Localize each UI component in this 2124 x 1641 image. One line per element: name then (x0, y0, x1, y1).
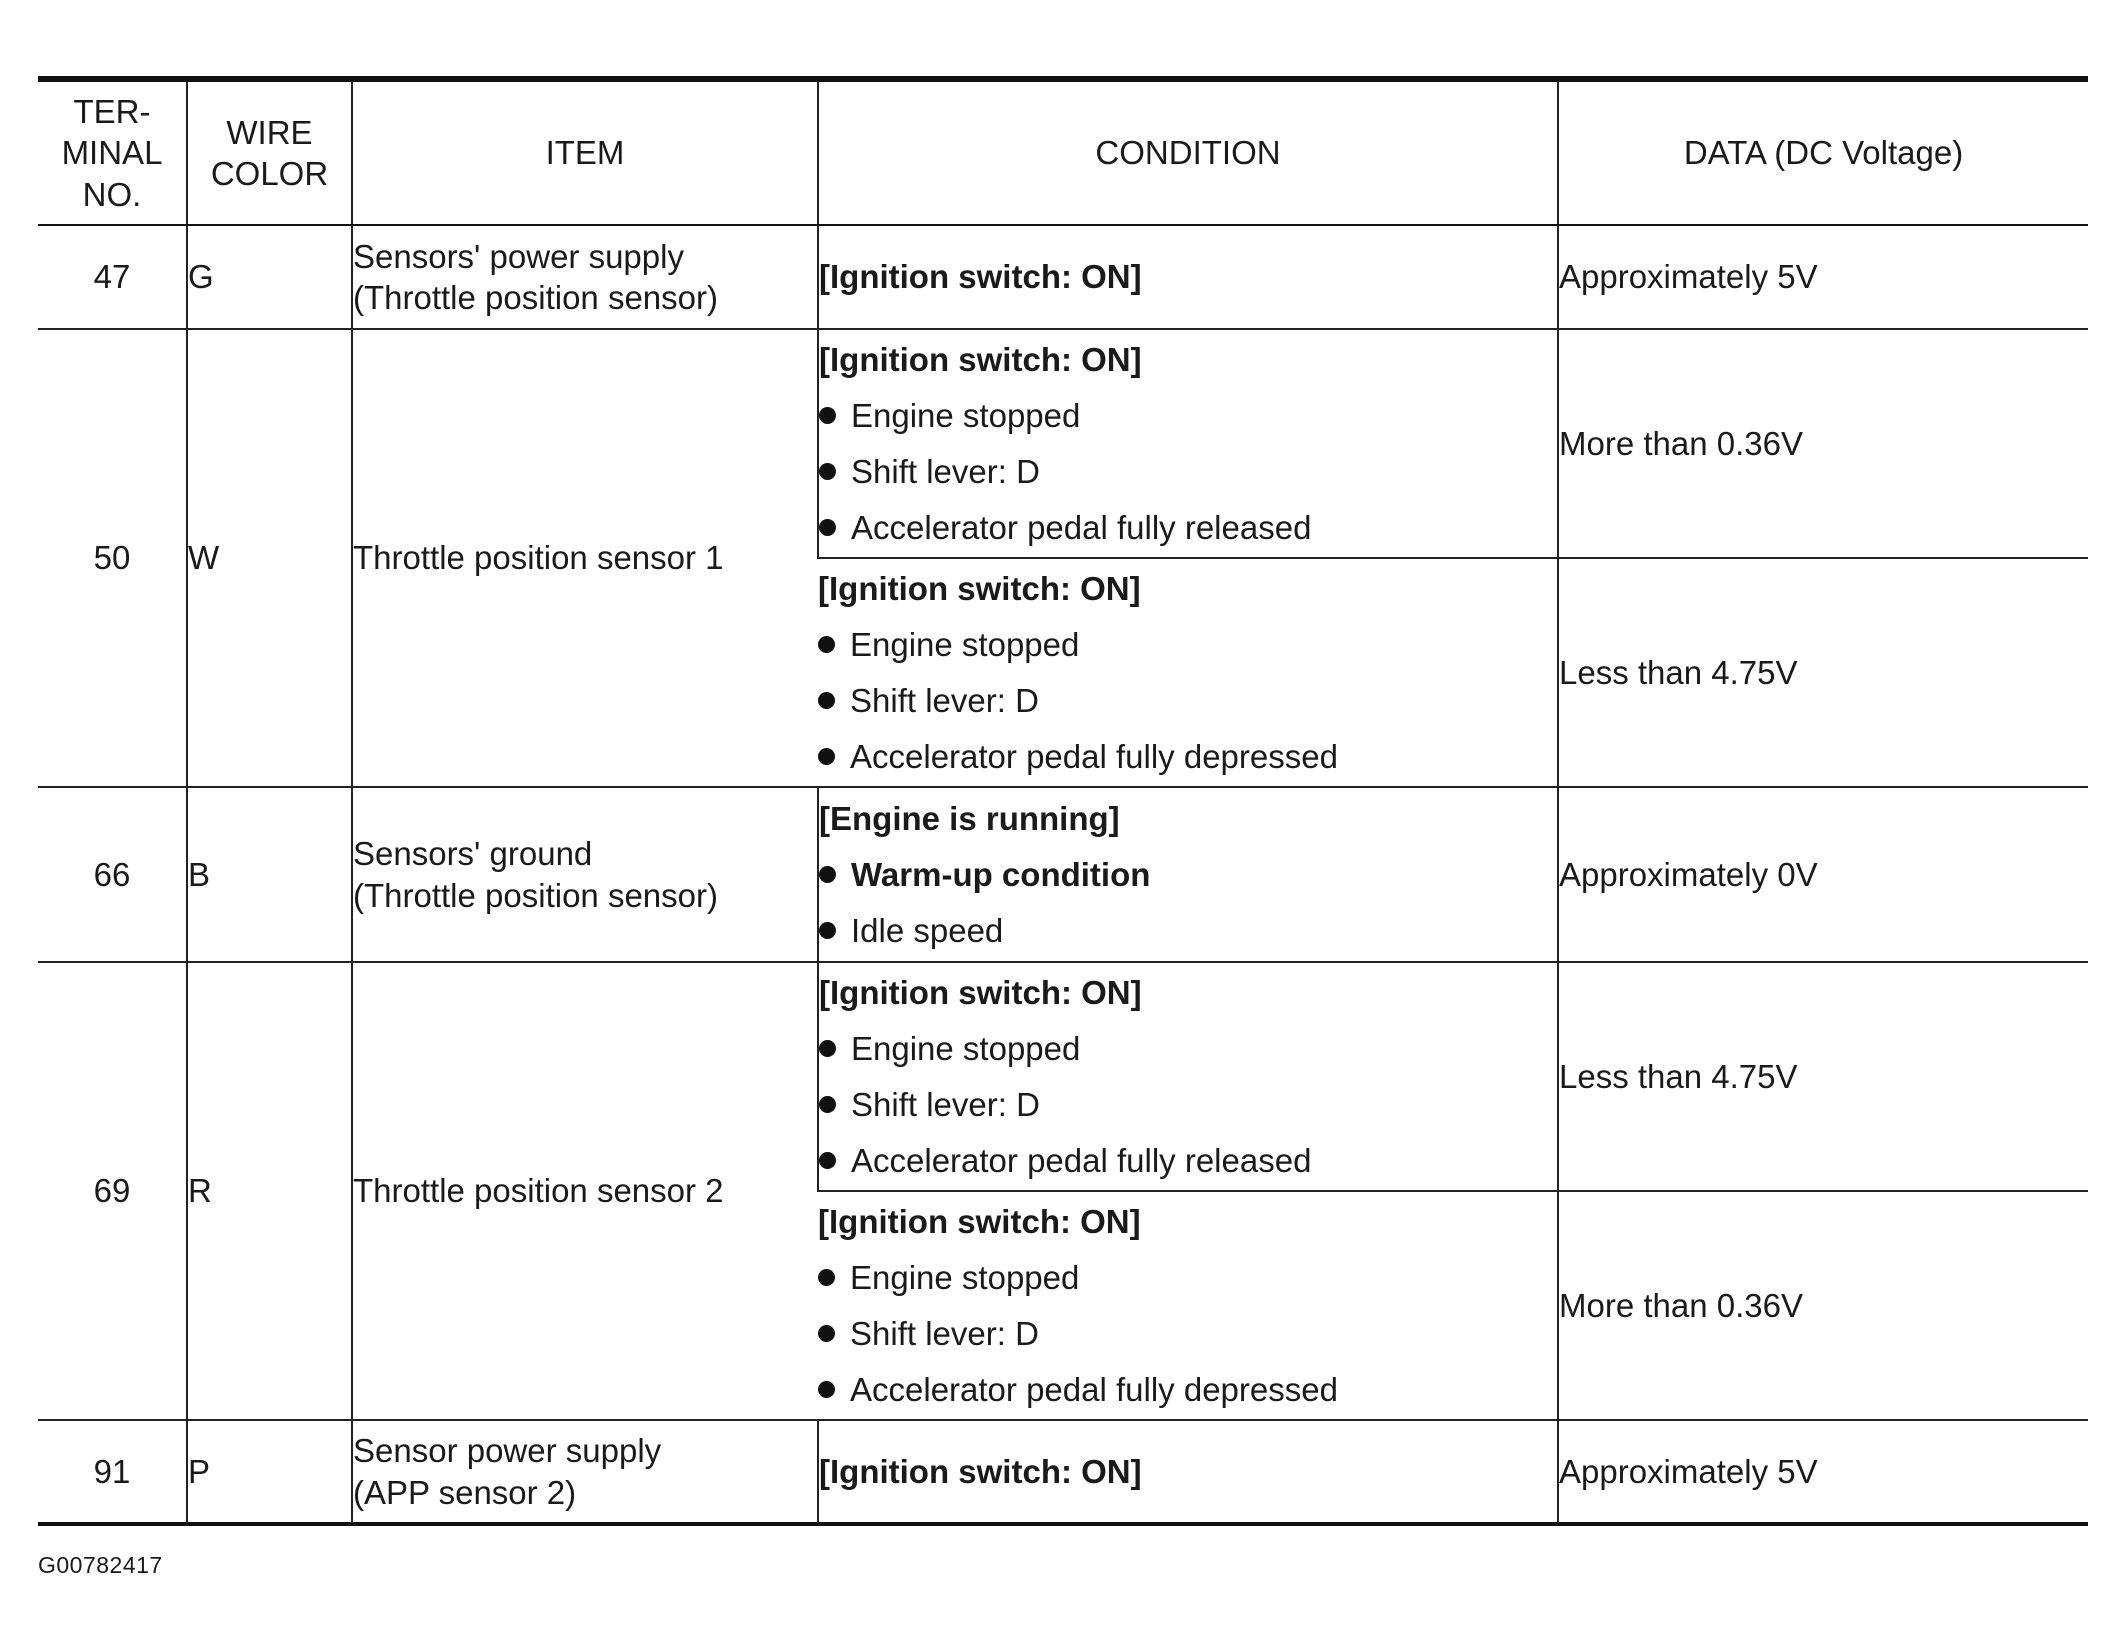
document-id: G00782417 (38, 1552, 163, 1578)
bullet-dot-icon (819, 1040, 836, 1057)
condition-bullet: Accelerator pedal fully released (819, 1133, 1557, 1189)
condition-bullet: Shift lever: D (819, 1077, 1557, 1133)
header-data: DATA (DC Voltage) (1558, 79, 2088, 225)
condition-heading: [Ignition switch: ON] (818, 1202, 1141, 1240)
condition-bullet: Accelerator pedal fully depressed (818, 729, 1557, 785)
condition-heading: [Ignition switch: ON] (818, 569, 1141, 607)
condition-bullet: Accelerator pedal fully depressed (818, 1362, 1557, 1418)
condition-bullet: Shift lever: D (818, 1306, 1557, 1362)
condition-heading: [Ignition switch: ON] (819, 1452, 1142, 1490)
wire-color: R (187, 962, 352, 1420)
bullet-dot-icon (819, 922, 836, 939)
terminal-number: 91 (38, 1420, 187, 1524)
header-condition: CONDITION (818, 79, 1558, 225)
bullet-dot-icon (819, 519, 836, 536)
wire-color: W (187, 329, 352, 787)
condition-bullet: Shift lever: D (819, 444, 1557, 500)
header-wire-color: WIRE COLOR (187, 79, 352, 225)
wire-color: G (187, 225, 352, 329)
terminal-number: 69 (38, 962, 187, 1420)
condition-cell (818, 558, 1558, 787)
terminal-number: 66 (38, 787, 187, 962)
bullet-dot-icon (819, 463, 836, 480)
table-row (38, 1420, 2088, 1524)
item-description: Sensors' power supply (Throttle position sensor) (352, 225, 818, 329)
condition-cell (818, 225, 1558, 329)
condition-bullet: Warm-up condition (819, 847, 1557, 903)
terminal-data-sheet (38, 76, 2088, 1526)
voltage-data: Approximately 5V (1558, 225, 2088, 329)
voltage-data: More than 0.36V (1558, 1191, 2088, 1420)
item-description: Sensors' ground (Throttle position sensor) (352, 787, 818, 962)
condition-heading: [Ignition switch: ON] (819, 973, 1142, 1011)
condition-cell (818, 962, 1558, 1191)
bullet-dot-icon (818, 1381, 835, 1398)
condition-cell (818, 329, 1558, 558)
condition-bullet: Idle speed (819, 903, 1557, 959)
wire-color: P (187, 1420, 352, 1524)
condition-cell (818, 1420, 1558, 1524)
bullet-dot-icon (818, 1269, 835, 1286)
condition-bullet: Accelerator pedal fully released (819, 500, 1557, 556)
bullet-dot-icon (818, 748, 835, 765)
condition-bullet: Engine stopped (818, 617, 1557, 673)
bullet-dot-icon (818, 692, 835, 709)
condition-bullet: Engine stopped (819, 1021, 1557, 1077)
terminal-data-table (38, 76, 2088, 1526)
table-row (38, 225, 2088, 329)
condition-bullet: Engine stopped (819, 388, 1557, 444)
voltage-data: Less than 4.75V (1558, 558, 2088, 787)
table-row (38, 329, 2088, 558)
item-description: Throttle position sensor 2 (352, 962, 818, 1420)
bullet-dot-icon (818, 1325, 835, 1342)
condition-heading: [Ignition switch: ON] (819, 258, 1142, 295)
header-item: ITEM (352, 79, 818, 225)
table-row (38, 962, 2088, 1191)
condition-bullet: Shift lever: D (818, 673, 1557, 729)
item-description: Sensor power supply (APP sensor 2) (352, 1420, 818, 1524)
header-terminal-no: TER- MINAL NO. (38, 79, 187, 225)
condition-cell (818, 787, 1558, 962)
bullet-dot-icon (819, 1152, 836, 1169)
terminal-number: 50 (38, 329, 187, 787)
wire-color: B (187, 787, 352, 962)
terminal-number: 47 (38, 225, 187, 329)
bullet-dot-icon (819, 866, 836, 883)
condition-cell (818, 1191, 1558, 1420)
voltage-data: Less than 4.75V (1558, 962, 2088, 1191)
table-header-row (38, 79, 2088, 225)
item-description: Throttle position sensor 1 (352, 329, 818, 787)
bullet-dot-icon (818, 636, 835, 653)
table-row (38, 787, 2088, 962)
condition-heading: [Ignition switch: ON] (819, 340, 1142, 378)
condition-heading: [Engine is running] (819, 799, 1120, 837)
bullet-dot-icon (819, 1096, 836, 1113)
voltage-data: Approximately 0V (1558, 787, 2088, 962)
voltage-data: More than 0.36V (1558, 329, 2088, 558)
voltage-data: Approximately 5V (1558, 1420, 2088, 1524)
bullet-dot-icon (819, 407, 836, 424)
condition-bullet: Engine stopped (818, 1250, 1557, 1306)
